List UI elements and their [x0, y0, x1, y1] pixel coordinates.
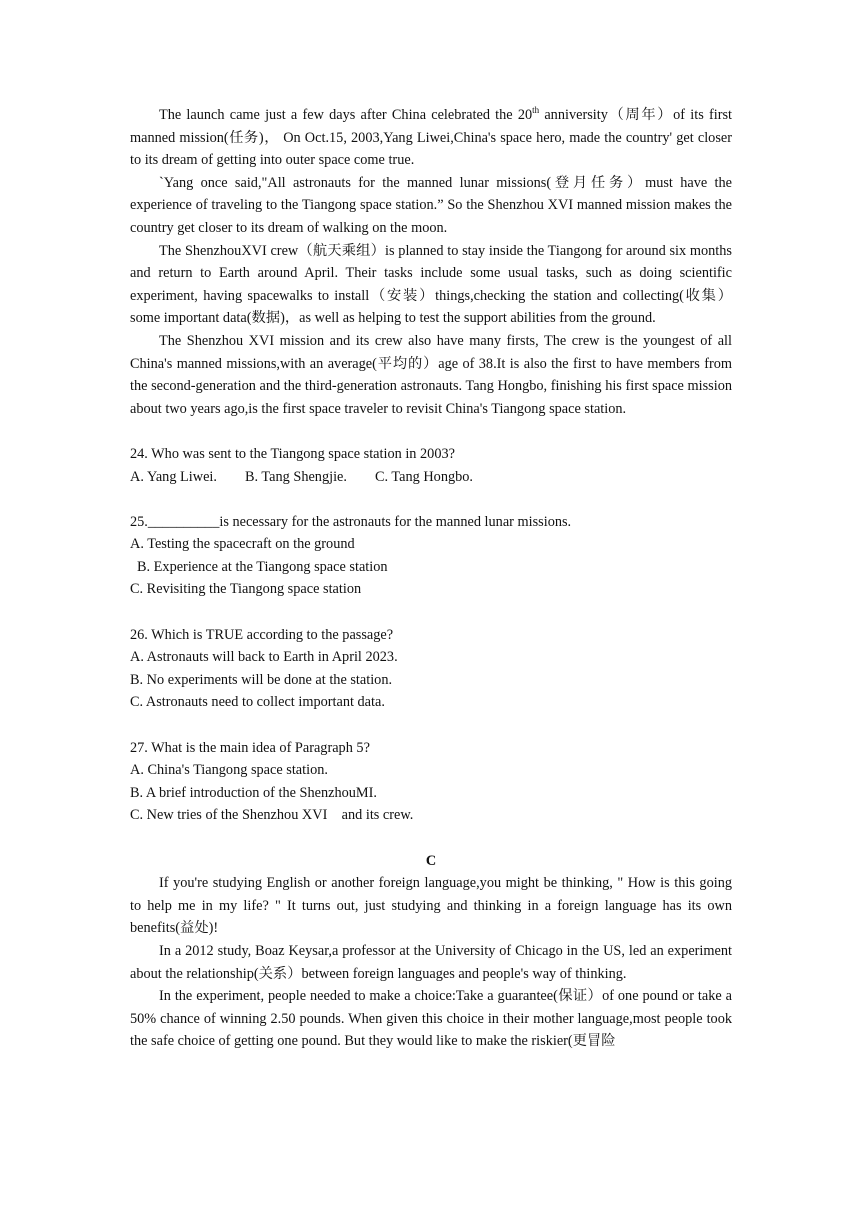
paragraph-text: anniversity（周年）of its first manned mission(任务)， On Oct.15, 2003,Yang Liwei,China's space hero, made the country' get closer to its dream of getting into outer space come true.: [130, 107, 732, 169]
option: B. Experience at the Tiangong space station: [137, 558, 388, 575]
option: C. Astronauts need to collect important data.: [130, 694, 385, 711]
superscript: th: [532, 105, 540, 116]
paragraph: The ShenzhouXVI crew（航天乘组）is planned to stay inside the Tiangong for around six months and return to Earth around April. Their tasks include some usual tasks, such as doing scientific experiment, having spacewalks to install（安装）things,checking the station and collecting(收集）some important data(数据)，as well as helping to test the support abilities from the ground.: [130, 242, 732, 327]
option: B. A brief introduction of the ShenzhouMI.: [130, 784, 377, 801]
paragraph-text: The launch came just a few days after China celebrated the 20: [159, 107, 533, 123]
question-stem: 27. What is the main idea of Paragraph 5?: [130, 739, 370, 756]
section-title: C: [425, 852, 437, 869]
option: C. Tang Hongbo.: [374, 468, 473, 485]
document-content: [130, 104, 732, 1053]
option: C. New tries of the Shenzhou XVI and its crew.: [130, 807, 414, 824]
question-stem: 25.__________is necessary for the astronauts for the manned lunar missions.: [130, 513, 572, 530]
option: A. China's Tiangong space station.: [130, 762, 328, 779]
option: B. Tang Shengjie.: [244, 468, 347, 485]
question-stem: 26. Which is TRUE according to the passage?: [130, 626, 394, 643]
option: A. Yang Liwei.: [130, 468, 217, 485]
option: C. Revisiting the Tiangong space station: [130, 581, 362, 598]
paragraph: In the experiment, people needed to make a choice:Take a guarantee(保证）of one pound or take a 50% chance of winning 2.50 pounds. When given this choice in their mother language,most people took the safe choice of getting one pound. But they would like to make the riskier(更冒险: [130, 988, 732, 1050]
option: B. No experiments will be done at the station.: [130, 671, 393, 688]
question-options: [130, 466, 732, 489]
paragraph: [130, 104, 732, 172]
paragraph: `Yang once said,"All astronauts for the manned lunar missions(登月任务）must have the experience of traveling to the Tiangong space station.” So the Shenzhou XVI manned mission makes the country get closer to its dream of walking on the moon.: [130, 174, 732, 236]
paragraph: The Shenzhou XVI mission and its crew also have many firsts, The crew is the youngest of all China's manned missions,with an average(平均的）age of 38.It is also the first to have members from the second-generation and the third-generation astronauts. Tang Hongbo, finishing his first space mission about two years ago,is the first space traveler to revisit China's Tiangong space station.: [130, 332, 732, 417]
option: A. Testing the spacecraft on the ground: [130, 536, 355, 553]
paragraph: In a 2012 study, Boaz Keysar,a professor at the University of Chicago in the US, led an experiment about the relationship(关系）between foreign languages and people's way of thinking.: [130, 942, 732, 982]
option: A. Astronauts will back to Earth in April 2023.: [130, 649, 398, 666]
paragraph: If you're studying English or another foreign language,you might be thinking, " How is this going to help me in my life? " It turns out, just studying and thinking in a foreign language has its own benefits(益处)!: [130, 875, 732, 937]
question-stem: 24. Who was sent to the Tiangong space station in 2003?: [130, 445, 455, 462]
